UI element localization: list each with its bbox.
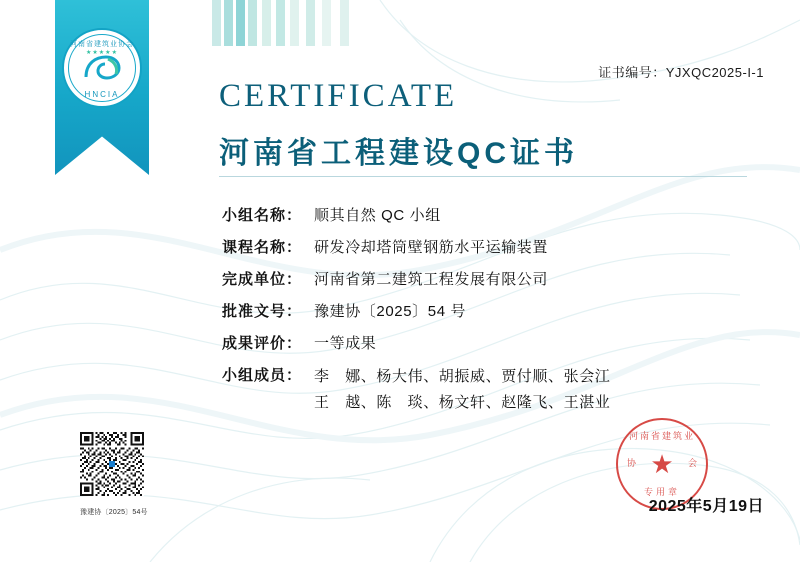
- field-row: [222, 332, 762, 356]
- field-row-members: [222, 364, 762, 416]
- emblem-bottom-text: HNCIA: [84, 90, 120, 99]
- field-value: 研发冷却塔筒壁钢筋水平运输装置: [314, 239, 549, 256]
- field-row: [222, 300, 762, 324]
- qr-caption: 豫建协〔2025〕54号: [80, 509, 148, 516]
- field-value: 一等成果: [314, 335, 377, 352]
- certificate-number: 证书编号：YJXQC2025-I-1: [598, 65, 764, 80]
- emblem-logo-icon: [82, 53, 122, 83]
- field-value: 河南省第二建筑工程发展有限公司: [314, 271, 549, 288]
- title-divider: [219, 176, 747, 177]
- association-emblem: [62, 28, 142, 108]
- qr-code-block: [80, 432, 146, 517]
- title-english: CERTIFICATE: [219, 78, 458, 114]
- top-bar-7: [306, 0, 315, 46]
- top-bar-9: [340, 0, 349, 46]
- top-bar-8: [322, 0, 331, 46]
- top-bar-5: [276, 0, 285, 46]
- emblem-stars: ★★★★★: [86, 50, 118, 56]
- seal-bottom-text: 专用章: [643, 487, 680, 497]
- field-value: 顺其自然 QC 小组: [314, 207, 441, 224]
- seal-right-text: 会: [687, 458, 697, 468]
- field-label: 课程名称：: [222, 239, 303, 256]
- members-line: 王 越、陈 琰、杨文轩、赵隆飞、王湛业: [314, 394, 611, 411]
- top-bar-4: [262, 0, 271, 46]
- field-label: 批准文号：: [222, 303, 303, 320]
- top-bar-2: [236, 0, 245, 46]
- field-label: 小组成员：: [222, 367, 303, 384]
- members-line: 李 娜、杨大伟、胡振威、贾付顺、张会江: [314, 368, 611, 385]
- seal-left-text: 协: [627, 458, 637, 468]
- top-bar-6: [290, 0, 299, 46]
- members-values: [314, 364, 610, 416]
- seal-top-text: 河南省建筑业: [628, 431, 695, 441]
- top-bar-3: [248, 0, 257, 46]
- field-row: [222, 236, 762, 260]
- field-label: 完成单位：: [222, 271, 303, 288]
- issue-date: 2025年5月19日: [648, 498, 764, 515]
- top-bar-1: [224, 0, 233, 46]
- field-row: [222, 268, 762, 292]
- emblem-top-text: 河南省建筑业协会: [70, 41, 134, 48]
- field-value: 豫建协〔2025〕54 号: [314, 303, 467, 320]
- field-label: 成果评价：: [222, 335, 303, 352]
- seal-star-icon: ★: [650, 449, 674, 479]
- field-list: [222, 204, 762, 424]
- qr-code-icon: [80, 432, 144, 496]
- top-bar-0: [212, 0, 221, 46]
- title-chinese: 河南省工程建设QC证书: [219, 137, 578, 170]
- field-label: 小组名称：: [222, 207, 303, 224]
- field-row: [222, 204, 762, 228]
- ribbon-banner: [55, 0, 149, 200]
